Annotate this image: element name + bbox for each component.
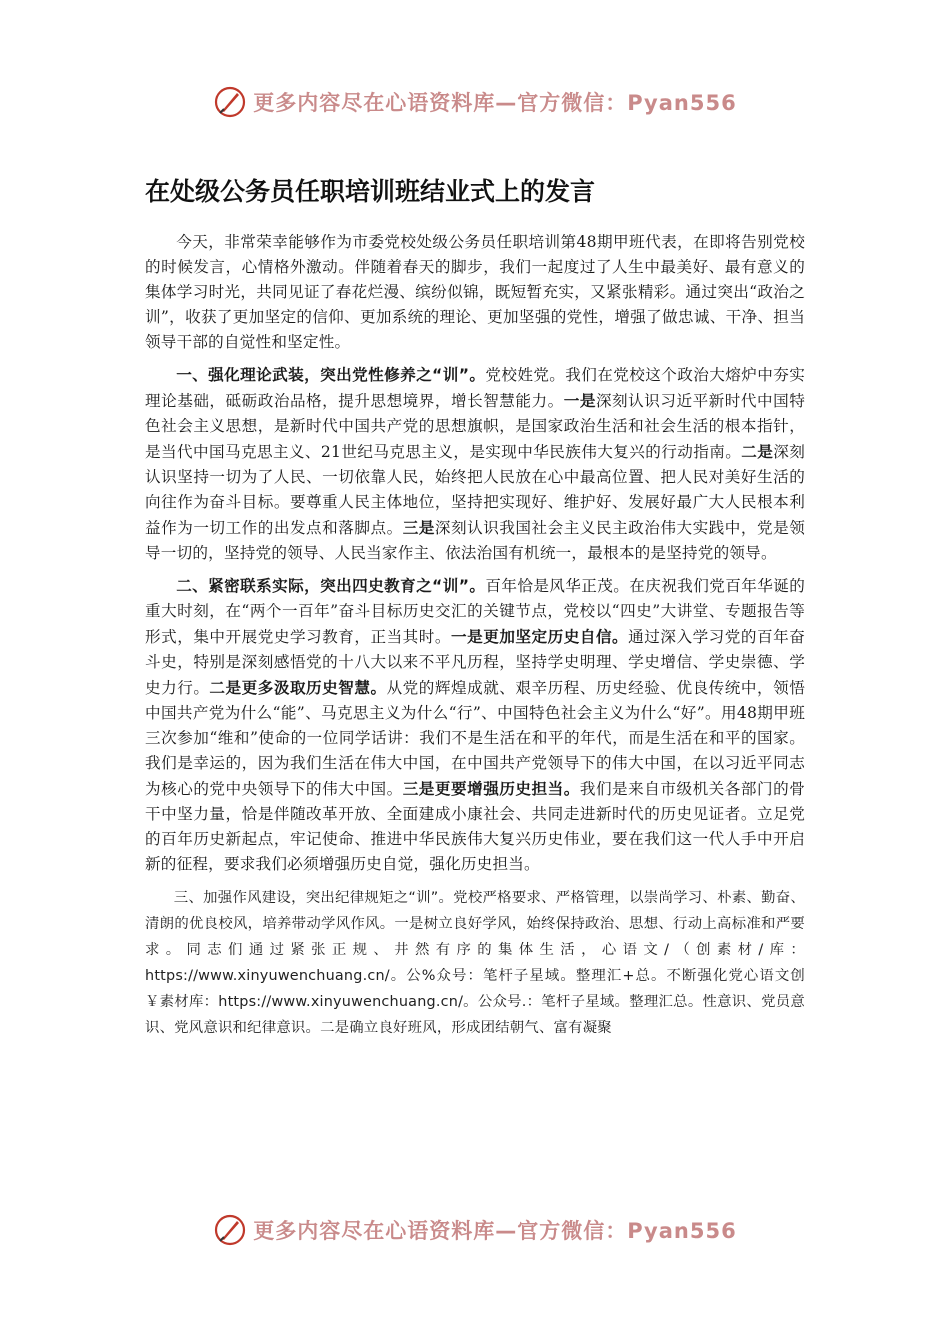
section-two-marker: 一是更加坚定历史自信。 [451,627,629,646]
quill-logo-icon [213,85,247,119]
document-title: 在处级公务员任职培训班结业式上的发言 [145,177,596,206]
section-two-text: 我们是来自市级机关各部门的骨干中坚力量，恰是伴随改革开放、全面建成小康社会、共同走进新时代的历史见证者。立足党的百年历史新起点，牢记使命、推进中华民族伟大复兴历史伟业，要在我们这一代人手中开启新的征程，要求我们必须增强历史自觉，强化历史担当。 [145,780,805,873]
section-one-text: 深刻认识习近平新时代中国特色社会主义思想，是新时代中国共产党的思想旗帜，是国家政治生活和社会生活的根本指针，是当代中国马克思主义、21世纪马克思主义，是实现中华民族伟大复兴的行动指南。 [145,392,806,461]
section-three-paragraph: 三、加强作风建设，突出纪律规矩之“训”。党校严格要求、严格管理，以崇尚学习、朴素、勤奋、清朗的优良校风，培养带动学风作风。一是树立良好学风，始终保持政治、思想、行动上高标准和严要求。同志们通过紧张正规、井然有序的集体生活，心语文/（创素材/库：https://www.xinyuwenchuang.cn/。公%众号：笔杆子星域。整理汇+总。不断强化党心语文创￥素材库：https://www.xinyuwenchuang.cn/。公众号.：笔杆子星域。整理汇总。性意识、党员意识、党风意识和纪律意识。二是确立良好班风，形成团结朝气、富有凝聚 [145,890,805,1036]
watermark-text: 更多内容尽在心语资料库—官方微信：Pyan556 [253,1219,737,1243]
section-one-heading: 一、强化理论武装，突出党性修养之“训”。 [176,366,486,384]
section-two-text: 通过深入学习党的百年奋斗史，特别是深刻感悟党的十八大以来不平凡历程，坚持学史明理、学史增信、学史崇德、学史力行。 [145,628,805,697]
section-one-marker: 三是 [402,518,435,537]
watermark-text: 更多内容尽在心语资料库—官方微信：Pyan556 [253,91,737,115]
section-one-marker: 二是 [741,442,774,461]
section-two-marker: 二是更多汲取历史智慧。 [209,678,387,697]
section-one-text: 党校姓党。我们在党校这个政治大熔炉中夯实理论基础，砥砺政治品格，提升思想境界，增长智慧能力。 [145,366,805,410]
section-two-text: 百年恰是风华正茂。在庆祝我们党百年华诞的重大时刻，在“两个一百年”奋斗目标历史交汇的关键节点，党校以“四史”大讲堂、专题报告等形式，集中开展党史学习教育，正当其时。 [145,577,805,646]
section-two-text: 从党的辉煌成就、艰辛历程、历史经验、优良传统中，领悟中国共产党为什么“能”、马克思主义为什么“行”、中国特色社会主义为什么“好”。用48期甲班三次参加“维和”使命的一位同学话讲：我们不是生活在和平的年代，而是生活在和平的国家。我们是幸运的，因为我们生活在伟大中国，在中国共产党领导下的伟大中国，在以习近平同志为核心的党中央领导下的伟大中国。 [145,679,805,798]
section-two-paragraph [145,574,805,877]
section-one-text: 深刻认识我国社会主义民主政治伟大实践中，党是领导一切的，坚持党的领导、人民当家作主、依法治国有机统一，最根本的是坚持党的领导。 [145,519,806,562]
quill-logo-icon [213,1213,247,1247]
section-one-paragraph [145,363,805,566]
intro-paragraph: 今天，非常荣幸能够作为市委党校处级公务员任职培训第48期甲班代表，在即将告别党校的时候发言，心情格外激动。伴随着春天的脚步，我们一起度过了人生中最美好、最有意义的集体学习时光，共同见证了春花烂漫、缤纷似锦，既短暂充实，又紧张精彩。通过突出“政治之训”，收获了更加坚定的信仰、更加系统的理论、更加坚强的党性，增强了做忠诚、干净、担当领导干部的自觉性和坚定性。 [145,233,805,351]
section-one-text: 深刻认识坚持一切为了人民、一切依靠人民，始终把人民放在心中最高位置、把人民对美好生活的向往作为奋斗目标。要尊重人民主体地位，坚持把实现好、维护好、发展好最广大人民根本利益作为一切工作的出发点和落脚点。 [145,443,805,537]
document-body [145,230,805,1049]
section-one-marker: 一是 [563,391,596,410]
section-two-heading: 二、紧密联系实际，突出四史教育之“训”。 [176,577,486,595]
footer-watermark-banner [0,1206,950,1254]
header-watermark-banner [0,78,950,126]
section-two-marker: 三是更要增强历史担当。 [402,779,580,798]
